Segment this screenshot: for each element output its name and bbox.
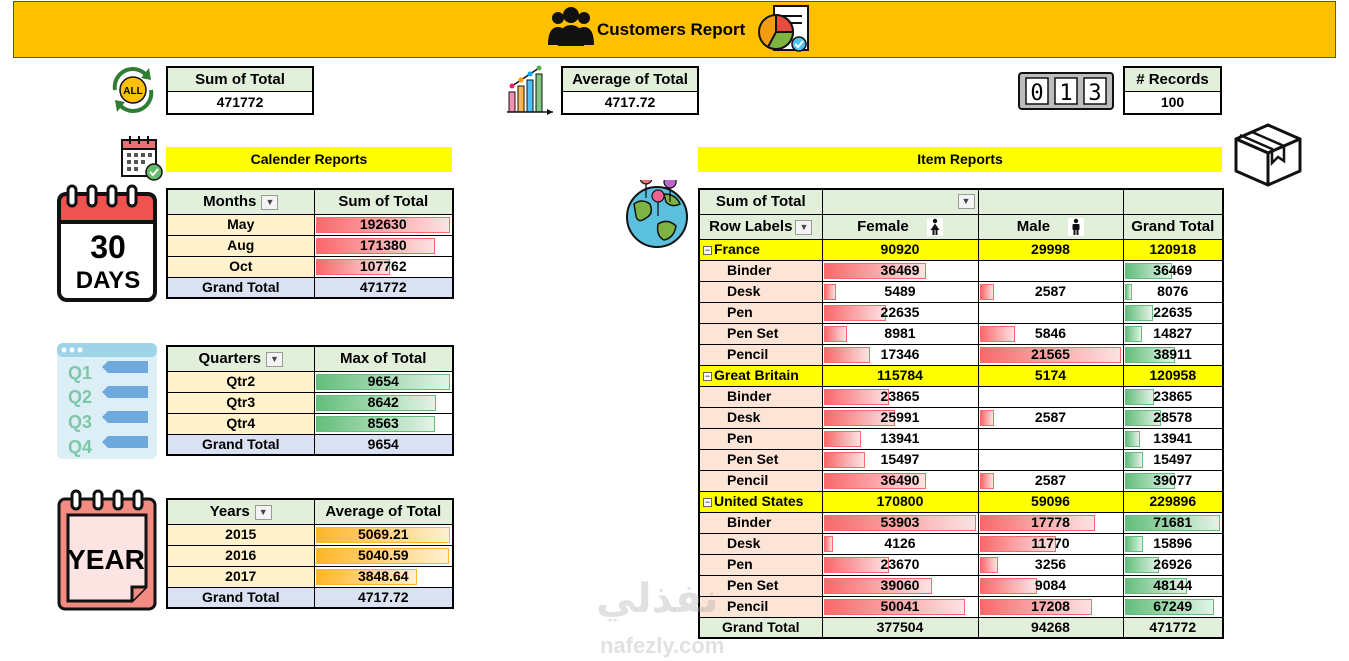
data-bar: [1125, 284, 1133, 300]
year-label: 2017: [167, 566, 314, 587]
year-value-cell: [314, 524, 453, 545]
table-row: [167, 413, 453, 434]
kpi-sum-of-total: [166, 66, 314, 115]
item-male: [978, 281, 1123, 302]
item-female: [822, 596, 978, 617]
item-row: [699, 554, 1223, 575]
empty-header-cell: [1123, 189, 1223, 214]
item-grand: [1123, 344, 1223, 365]
item-grand-text: 15896: [1153, 535, 1193, 551]
data-bar: [980, 557, 999, 573]
item-grand: [1123, 281, 1223, 302]
customers-icon: [546, 5, 596, 47]
male-icon: [1068, 218, 1084, 236]
item-male: [978, 260, 1123, 281]
grand-total-value: 4717.72: [314, 587, 453, 608]
table-row: [167, 566, 453, 587]
year-icon-word: YEAR: [67, 544, 145, 575]
month-value-cell: [314, 235, 453, 256]
data-bar: [1125, 536, 1144, 552]
grand-total-female-text: 377504: [876, 618, 924, 635]
item-reports-heading: Item Reports: [698, 147, 1222, 172]
quarter-value: 8642: [367, 394, 399, 410]
item-male-text: 2587: [1034, 472, 1067, 488]
column-filter-cell: [822, 189, 978, 214]
item-row: [699, 470, 1223, 491]
table-row: [167, 235, 453, 256]
quarter-value: 8563: [367, 415, 399, 431]
item-male: [978, 470, 1123, 491]
item-label: Pen: [699, 302, 822, 323]
year-calendar-icon: [56, 489, 158, 611]
item-row: [699, 533, 1223, 554]
grand-total-row: [699, 617, 1223, 638]
country-row: [699, 365, 1223, 386]
item-label: Pencil: [699, 596, 822, 617]
counter-digit-3: 3: [1088, 81, 1102, 106]
item-female: [822, 344, 978, 365]
item-female: [822, 575, 978, 596]
item-row: [699, 323, 1223, 344]
item-grand-text: 67249: [1153, 598, 1193, 614]
item-female: [822, 470, 978, 491]
page-title: Customers Report: [597, 20, 746, 39]
month-value: 192630: [359, 216, 407, 232]
country-grand-text: 120918: [1149, 241, 1197, 257]
item-female-text: 53903: [880, 514, 920, 530]
item-grand: [1123, 512, 1223, 533]
empty-header-cell: [978, 189, 1123, 214]
quarter-value-cell: [314, 392, 453, 413]
data-bar: [1125, 305, 1154, 321]
item-female-text: 15497: [880, 451, 920, 467]
data-bar: [980, 410, 994, 426]
year-value: 5040.59: [357, 547, 409, 563]
data-bar: [824, 389, 889, 405]
item-row: [699, 575, 1223, 596]
country-female: [822, 239, 978, 260]
years-pivot-table: [166, 498, 454, 609]
country-male-text: 5174: [1034, 367, 1067, 383]
q3-label: Q3: [68, 412, 93, 432]
data-bar: [824, 284, 837, 300]
q4-label: Q4: [68, 437, 93, 457]
q2-label: Q2: [68, 387, 93, 407]
item-grand: [1123, 386, 1223, 407]
counter-digit-1: 0: [1030, 81, 1044, 106]
data-bar: [980, 578, 1037, 594]
item-female: [822, 449, 978, 470]
country-row: [699, 491, 1223, 512]
package-box-icon: [1232, 121, 1304, 189]
month-value: 107762: [359, 258, 407, 274]
month-label: Aug: [167, 235, 314, 256]
country-grand: [1123, 491, 1223, 512]
month-label: May: [167, 214, 314, 235]
item-grand-text: 38911: [1153, 346, 1192, 362]
male-column-header: Male: [978, 214, 1123, 239]
month-value-cell: [314, 256, 453, 277]
days-icon-number: 30: [90, 229, 126, 265]
female-column-header: Female: [822, 214, 978, 239]
quarters-pivot-table: [166, 345, 454, 456]
item-label: Pen: [699, 554, 822, 575]
bar-chart-icon: [505, 62, 555, 116]
months-pivot-table: [166, 188, 454, 299]
quarters-list-icon: [56, 342, 158, 460]
data-bar: [824, 452, 866, 468]
item-row: [699, 302, 1223, 323]
month-value-cell: [314, 214, 453, 235]
item-female-text: 22635: [880, 304, 920, 320]
item-male-text: 17208: [1031, 598, 1070, 614]
item-female: [822, 428, 978, 449]
item-corner-label: Sum of Total: [699, 189, 822, 214]
item-female-text: 13941: [880, 430, 920, 446]
globe-location-icon: [624, 180, 692, 250]
item-male: [978, 407, 1123, 428]
item-label: Desk: [699, 281, 822, 302]
data-bar: [1125, 326, 1143, 342]
grand-total-label: Grand Total: [167, 434, 314, 455]
item-label: Pen Set: [699, 449, 822, 470]
quarter-label: Qtr2: [167, 371, 314, 392]
collapse-icon[interactable]: −: [704, 496, 711, 507]
grand-total-label: Grand Total: [167, 587, 314, 608]
item-female-text: 17346: [880, 346, 920, 362]
table-row: [167, 524, 453, 545]
item-grand: [1123, 260, 1223, 281]
country-female-text: 115784: [877, 367, 923, 383]
data-bar: [1125, 431, 1141, 447]
item-row: [699, 386, 1223, 407]
item-male: [978, 512, 1123, 533]
item-grand: [1123, 302, 1223, 323]
item-female: [822, 281, 978, 302]
item-grand: [1123, 596, 1223, 617]
item-grand: [1123, 575, 1223, 596]
grand-total-male-text: 94268: [1031, 618, 1070, 635]
counter-icon: [1018, 71, 1114, 111]
item-female: [822, 323, 978, 344]
year-value-cell: [314, 566, 453, 587]
item-male-text: 17778: [1031, 514, 1070, 530]
item-female-text: 8981: [884, 325, 916, 341]
item-grand-text: 28578: [1153, 409, 1193, 425]
country-row: [699, 239, 1223, 260]
country-male: [978, 365, 1123, 386]
table-row: [167, 256, 453, 277]
item-female: [822, 533, 978, 554]
item-grand: [1123, 407, 1223, 428]
months-header[interactable]: Months ▼: [167, 189, 314, 214]
kpi-sum-value: 471772: [168, 92, 312, 113]
item-female-text: 23865: [880, 388, 920, 404]
item-label: Pen Set: [699, 575, 822, 596]
item-female-text: 39060: [880, 577, 920, 593]
years-header[interactable]: Years ▼: [167, 499, 314, 524]
item-male: [978, 596, 1123, 617]
item-grand-text: 71681: [1153, 514, 1193, 530]
item-label: Desk: [699, 533, 822, 554]
watermark-url: nafezly.com: [600, 633, 725, 658]
item-male-text: 3256: [1034, 556, 1067, 572]
grand-total-grand-text: 471772: [1149, 618, 1197, 635]
item-grand: [1123, 449, 1223, 470]
item-male-text: 21565: [1031, 346, 1070, 362]
item-female: [822, 512, 978, 533]
year-value-cell: [314, 545, 453, 566]
item-grand: [1123, 428, 1223, 449]
item-grand-text: 8076: [1157, 283, 1189, 299]
item-row: [699, 512, 1223, 533]
grand-total-grand: [1123, 617, 1223, 638]
grand-total-column-header: Grand Total: [1123, 214, 1223, 239]
year-label: 2016: [167, 545, 314, 566]
grand-total-female: [822, 617, 978, 638]
item-male-text: 2587: [1034, 283, 1067, 299]
quarter-label: Qtr3: [167, 392, 314, 413]
item-male-text: 11770: [1031, 535, 1070, 551]
item-label: Binder: [699, 512, 822, 533]
item-label: Binder: [699, 386, 822, 407]
days-icon-word: DAYS: [75, 267, 141, 294]
collapse-icon[interactable]: −: [704, 244, 711, 255]
item-male: [978, 302, 1123, 323]
months-sum-header: Sum of Total: [314, 189, 453, 214]
quarter-value-cell: [314, 371, 453, 392]
quarter-label: Qtr4: [167, 413, 314, 434]
country-male: [978, 239, 1123, 260]
country-male-text: 59096: [1031, 493, 1070, 509]
calendar-check-icon: [120, 134, 164, 182]
table-row: [167, 371, 453, 392]
item-row: [699, 596, 1223, 617]
item-label: Pen Set: [699, 323, 822, 344]
item-row: [699, 281, 1223, 302]
item-female: [822, 302, 978, 323]
country-female-text: 90920: [880, 241, 920, 257]
country-male: [978, 491, 1123, 512]
item-male: [978, 575, 1123, 596]
item-male: [978, 428, 1123, 449]
item-female-text: 36490: [880, 472, 920, 488]
item-female-text: 5489: [884, 283, 916, 299]
months-filter-dropdown-icon[interactable]: ▼: [261, 195, 278, 210]
grand-total-male: [978, 617, 1123, 638]
country-grand: [1123, 239, 1223, 260]
item-grand: [1123, 533, 1223, 554]
row-labels-header[interactable]: Row Labels ▼: [699, 214, 822, 239]
kpi-avg-label: Average of Total: [563, 68, 697, 92]
item-female-text: 4126: [884, 535, 916, 551]
female-icon: [927, 218, 943, 236]
item-female-text: 50041: [880, 598, 920, 614]
data-bar: [824, 431, 861, 447]
item-female: [822, 554, 978, 575]
item-grand: [1123, 470, 1223, 491]
quarters-header[interactable]: Quarters ▼: [167, 346, 314, 371]
item-grand-text: 36469: [1153, 262, 1193, 278]
data-bar: [824, 326, 847, 342]
counter-digit-2: 1: [1059, 81, 1073, 106]
item-pivot-table: [698, 188, 1224, 639]
item-row: [699, 344, 1223, 365]
item-male-text: 5846: [1034, 325, 1067, 341]
years-avg-header: Average of Total: [314, 499, 453, 524]
item-male-text: 9084: [1034, 577, 1067, 593]
country-label[interactable]: − France: [699, 239, 822, 260]
kpi-average-of-total: [561, 66, 699, 115]
country-label[interactable]: − Great Britain: [699, 365, 822, 386]
country-grand-text: 229896: [1149, 493, 1197, 509]
item-grand-text: 39077: [1153, 472, 1193, 488]
country-grand-text: 120958: [1149, 367, 1197, 383]
q1-label: Q1: [68, 363, 93, 383]
column-filter-dropdown-icon[interactable]: ▼: [958, 194, 975, 209]
item-male: [978, 554, 1123, 575]
data-bar: [980, 473, 994, 489]
country-female: [822, 365, 978, 386]
item-male: [978, 344, 1123, 365]
data-bar: [824, 347, 871, 363]
item-grand: [1123, 554, 1223, 575]
row-labels-filter-dropdown-icon[interactable]: ▼: [795, 220, 812, 235]
item-row: [699, 449, 1223, 470]
month-label: Oct: [167, 256, 314, 277]
data-bar: [1125, 389, 1155, 405]
all-cycle-icon: [105, 62, 161, 118]
item-grand: [1123, 323, 1223, 344]
item-male: [978, 533, 1123, 554]
grand-total-label-text: Grand Total: [721, 618, 800, 635]
kpi-avg-value: 4717.72: [563, 92, 697, 113]
kpi-records-value: 100: [1125, 92, 1220, 113]
item-label: Pencil: [699, 344, 822, 365]
item-grand-text: 14827: [1153, 325, 1193, 341]
year-value: 5069.21: [357, 526, 409, 542]
item-female: [822, 260, 978, 281]
table-row: [167, 214, 453, 235]
item-female: [822, 386, 978, 407]
years-filter-dropdown-icon[interactable]: ▼: [255, 505, 272, 520]
data-bar: [980, 284, 994, 300]
country-female-text: 170800: [876, 493, 924, 509]
pie-report-icon: [754, 4, 812, 54]
item-grand-text: 13941: [1153, 430, 1193, 446]
thirty-days-calendar-icon: [56, 184, 158, 304]
data-bar: [824, 557, 889, 573]
country-grand: [1123, 365, 1223, 386]
item-male: [978, 449, 1123, 470]
grand-total-label: Grand Total: [167, 277, 314, 298]
item-female-text: 36469: [880, 262, 920, 278]
quarters-max-header: Max of Total: [314, 346, 453, 371]
data-bar: [824, 536, 833, 552]
item-female: [822, 407, 978, 428]
item-grand-text: 22635: [1153, 304, 1193, 320]
data-bar: [824, 305, 886, 321]
table-row: [167, 545, 453, 566]
grand-total-value: 9654: [314, 434, 453, 455]
item-row: [699, 260, 1223, 281]
quarter-value: 9654: [367, 373, 399, 389]
grand-total-row: [167, 587, 453, 608]
item-row: [699, 407, 1223, 428]
all-icon-text: ALL: [123, 86, 143, 97]
quarters-filter-dropdown-icon[interactable]: ▼: [266, 352, 283, 367]
item-row: [699, 428, 1223, 449]
country-male-text: 29998: [1031, 241, 1070, 257]
item-label: Pencil: [699, 470, 822, 491]
grand-total-row: [167, 434, 453, 455]
item-female-text: 23670: [880, 556, 920, 572]
country-label[interactable]: − United States: [699, 491, 822, 512]
data-bar: [980, 326, 1016, 342]
item-male-text: 2587: [1034, 409, 1067, 425]
item-male: [978, 386, 1123, 407]
table-row: [167, 392, 453, 413]
item-grand-text: 26926: [1153, 556, 1193, 572]
item-grand-text: 15497: [1153, 451, 1193, 467]
month-value: 171380: [359, 237, 407, 253]
kpi-records: [1123, 66, 1222, 115]
item-grand-text: 48144: [1153, 577, 1193, 593]
quarter-value-cell: [314, 413, 453, 434]
kpi-sum-label: Sum of Total: [168, 68, 312, 92]
data-bar: [1125, 452, 1144, 468]
country-female: [822, 491, 978, 512]
item-label: Pen: [699, 428, 822, 449]
grand-total-value: 471772: [314, 277, 453, 298]
year-value: 3848.64: [357, 568, 409, 584]
item-male: [978, 323, 1123, 344]
calendar-reports-heading: Calender Reports: [166, 147, 452, 172]
item-label: Desk: [699, 407, 822, 428]
item-grand-text: 23865: [1153, 388, 1193, 404]
grand-total-row: [167, 277, 453, 298]
item-female-text: 25991: [880, 409, 920, 425]
year-label: 2015: [167, 524, 314, 545]
item-label: Binder: [699, 260, 822, 281]
watermark-logo: نفذلي: [596, 577, 719, 621]
kpi-records-label: # Records: [1125, 68, 1220, 92]
collapse-icon[interactable]: −: [704, 370, 711, 381]
